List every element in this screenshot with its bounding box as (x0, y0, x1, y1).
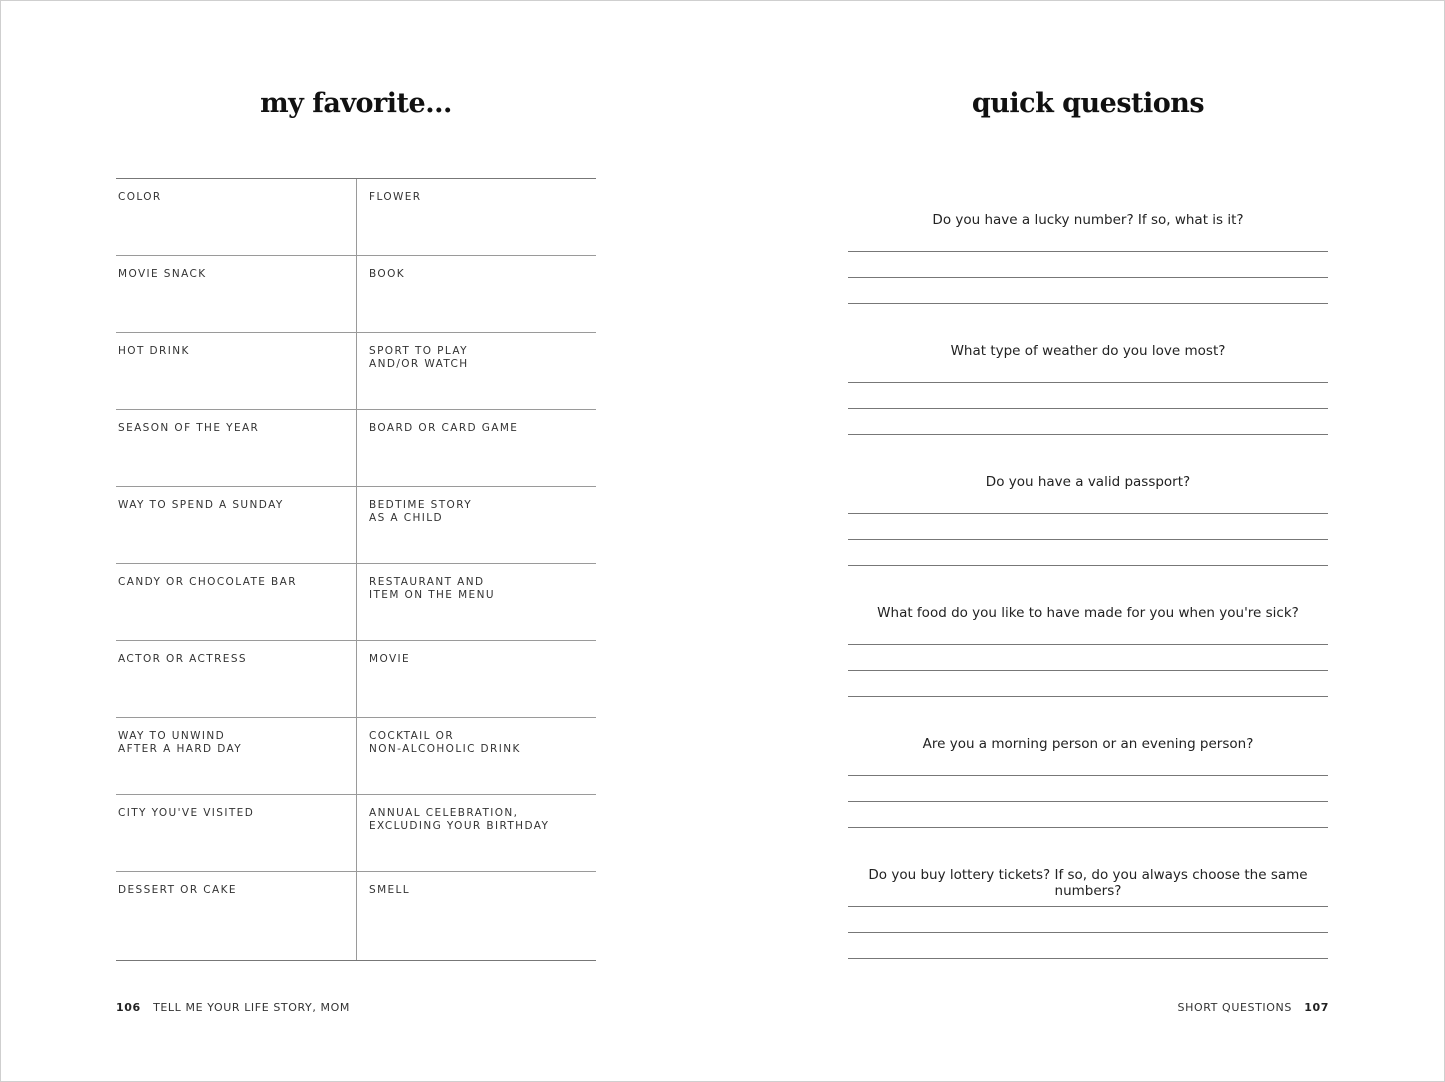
question-text: Do you have a valid passport? (985, 474, 1191, 490)
answer-line[interactable] (848, 958, 1328, 959)
answer-line[interactable] (848, 906, 1328, 907)
answer-line[interactable] (848, 775, 1328, 776)
section-title: SHORT QUESTIONS (1177, 1001, 1292, 1014)
left-page-footer (116, 1001, 350, 1014)
favorite-prompt-cell[interactable]: CANDY OR CHOCOLATE BAR (118, 576, 297, 588)
favorite-prompt-cell[interactable]: CITY YOU'VE VISITED (118, 807, 255, 819)
running-title: TELL ME YOUR LIFE STORY, MOM (153, 1001, 350, 1014)
quick-questions-title: quick questions (971, 88, 1205, 119)
table-row (116, 872, 596, 961)
favorite-prompt-cell[interactable]: ANNUAL CELEBRATION, EXCLUDING YOUR BIRTHDAY (356, 795, 596, 871)
page-number: 106 (116, 1001, 141, 1014)
favorite-prompt-cell[interactable]: SMELL (356, 872, 596, 960)
answer-line[interactable] (848, 670, 1328, 671)
favorite-prompt-cell[interactable]: WAY TO UNWIND AFTER A HARD DAY (118, 730, 243, 755)
answer-line[interactable] (848, 303, 1328, 304)
favorites-title: my favorite... (260, 88, 452, 119)
favorite-prompt-cell[interactable]: BOARD OR CARD GAME (356, 410, 596, 486)
table-row (116, 718, 596, 795)
favorite-prompt-cell[interactable]: COCKTAIL OR NON-ALCOHOLIC DRINK (356, 718, 596, 794)
answer-line[interactable] (848, 801, 1328, 802)
questions-list (848, 200, 1328, 986)
answer-line[interactable] (848, 565, 1328, 566)
favorite-prompt-cell[interactable]: WAY TO SPEND A SUNDAY (118, 499, 284, 511)
table-row (116, 179, 596, 256)
favorite-prompt-cell[interactable]: SEASON OF THE YEAR (118, 422, 260, 434)
table-row (116, 564, 596, 641)
question-text: What type of weather do you love most? (950, 343, 1226, 359)
question-block (848, 462, 1328, 593)
table-row (116, 256, 596, 333)
question-text: Do you have a lucky number? If so, what is it? (932, 212, 1244, 228)
answer-line[interactable] (848, 644, 1328, 645)
favorite-prompt-cell[interactable]: BOOK (356, 256, 596, 332)
question-block (848, 724, 1328, 855)
right-page-footer (1177, 1001, 1329, 1014)
table-row (116, 333, 596, 410)
favorite-prompt-cell[interactable]: MOVIE (356, 641, 596, 717)
favorite-prompt-cell[interactable]: COLOR (118, 191, 162, 203)
favorite-prompt-cell[interactable]: DESSERT OR CAKE (118, 884, 237, 896)
answer-line[interactable] (848, 382, 1328, 383)
question-block (848, 200, 1328, 331)
answer-line[interactable] (848, 251, 1328, 252)
answer-line[interactable] (848, 539, 1328, 540)
favorites-table (116, 178, 596, 961)
answer-line[interactable] (848, 408, 1328, 409)
question-block (848, 593, 1328, 724)
question-block (848, 331, 1328, 462)
favorite-prompt-cell[interactable]: FLOWER (356, 179, 596, 255)
favorite-prompt-cell[interactable]: HOT DRINK (118, 345, 190, 357)
favorite-prompt-cell[interactable]: SPORT TO PLAY AND/OR WATCH (356, 333, 596, 409)
question-text: Do you buy lottery tickets? If so, do you always choose the same numbers? (868, 867, 1308, 899)
question-text: What food do you like to have made for you when you're sick? (877, 605, 1299, 621)
table-row (116, 641, 596, 718)
answer-line[interactable] (848, 513, 1328, 514)
table-row (116, 795, 596, 872)
favorite-prompt-cell[interactable]: BEDTIME STORY AS A CHILD (356, 487, 596, 563)
answer-line[interactable] (848, 932, 1328, 933)
answer-line[interactable] (848, 434, 1328, 435)
favorite-prompt-cell[interactable]: ACTOR OR ACTRESS (118, 653, 247, 665)
page-number: 107 (1304, 1001, 1329, 1014)
favorite-prompt-cell[interactable]: MOVIE SNACK (118, 268, 207, 280)
table-row (116, 487, 596, 564)
answer-line[interactable] (848, 696, 1328, 697)
answer-line[interactable] (848, 277, 1328, 278)
question-text: Are you a morning person or an evening person? (922, 736, 1254, 752)
table-row (116, 410, 596, 487)
favorite-prompt-cell[interactable]: RESTAURANT AND ITEM ON THE MENU (356, 564, 596, 640)
answer-line[interactable] (848, 827, 1328, 828)
question-block (848, 855, 1328, 986)
